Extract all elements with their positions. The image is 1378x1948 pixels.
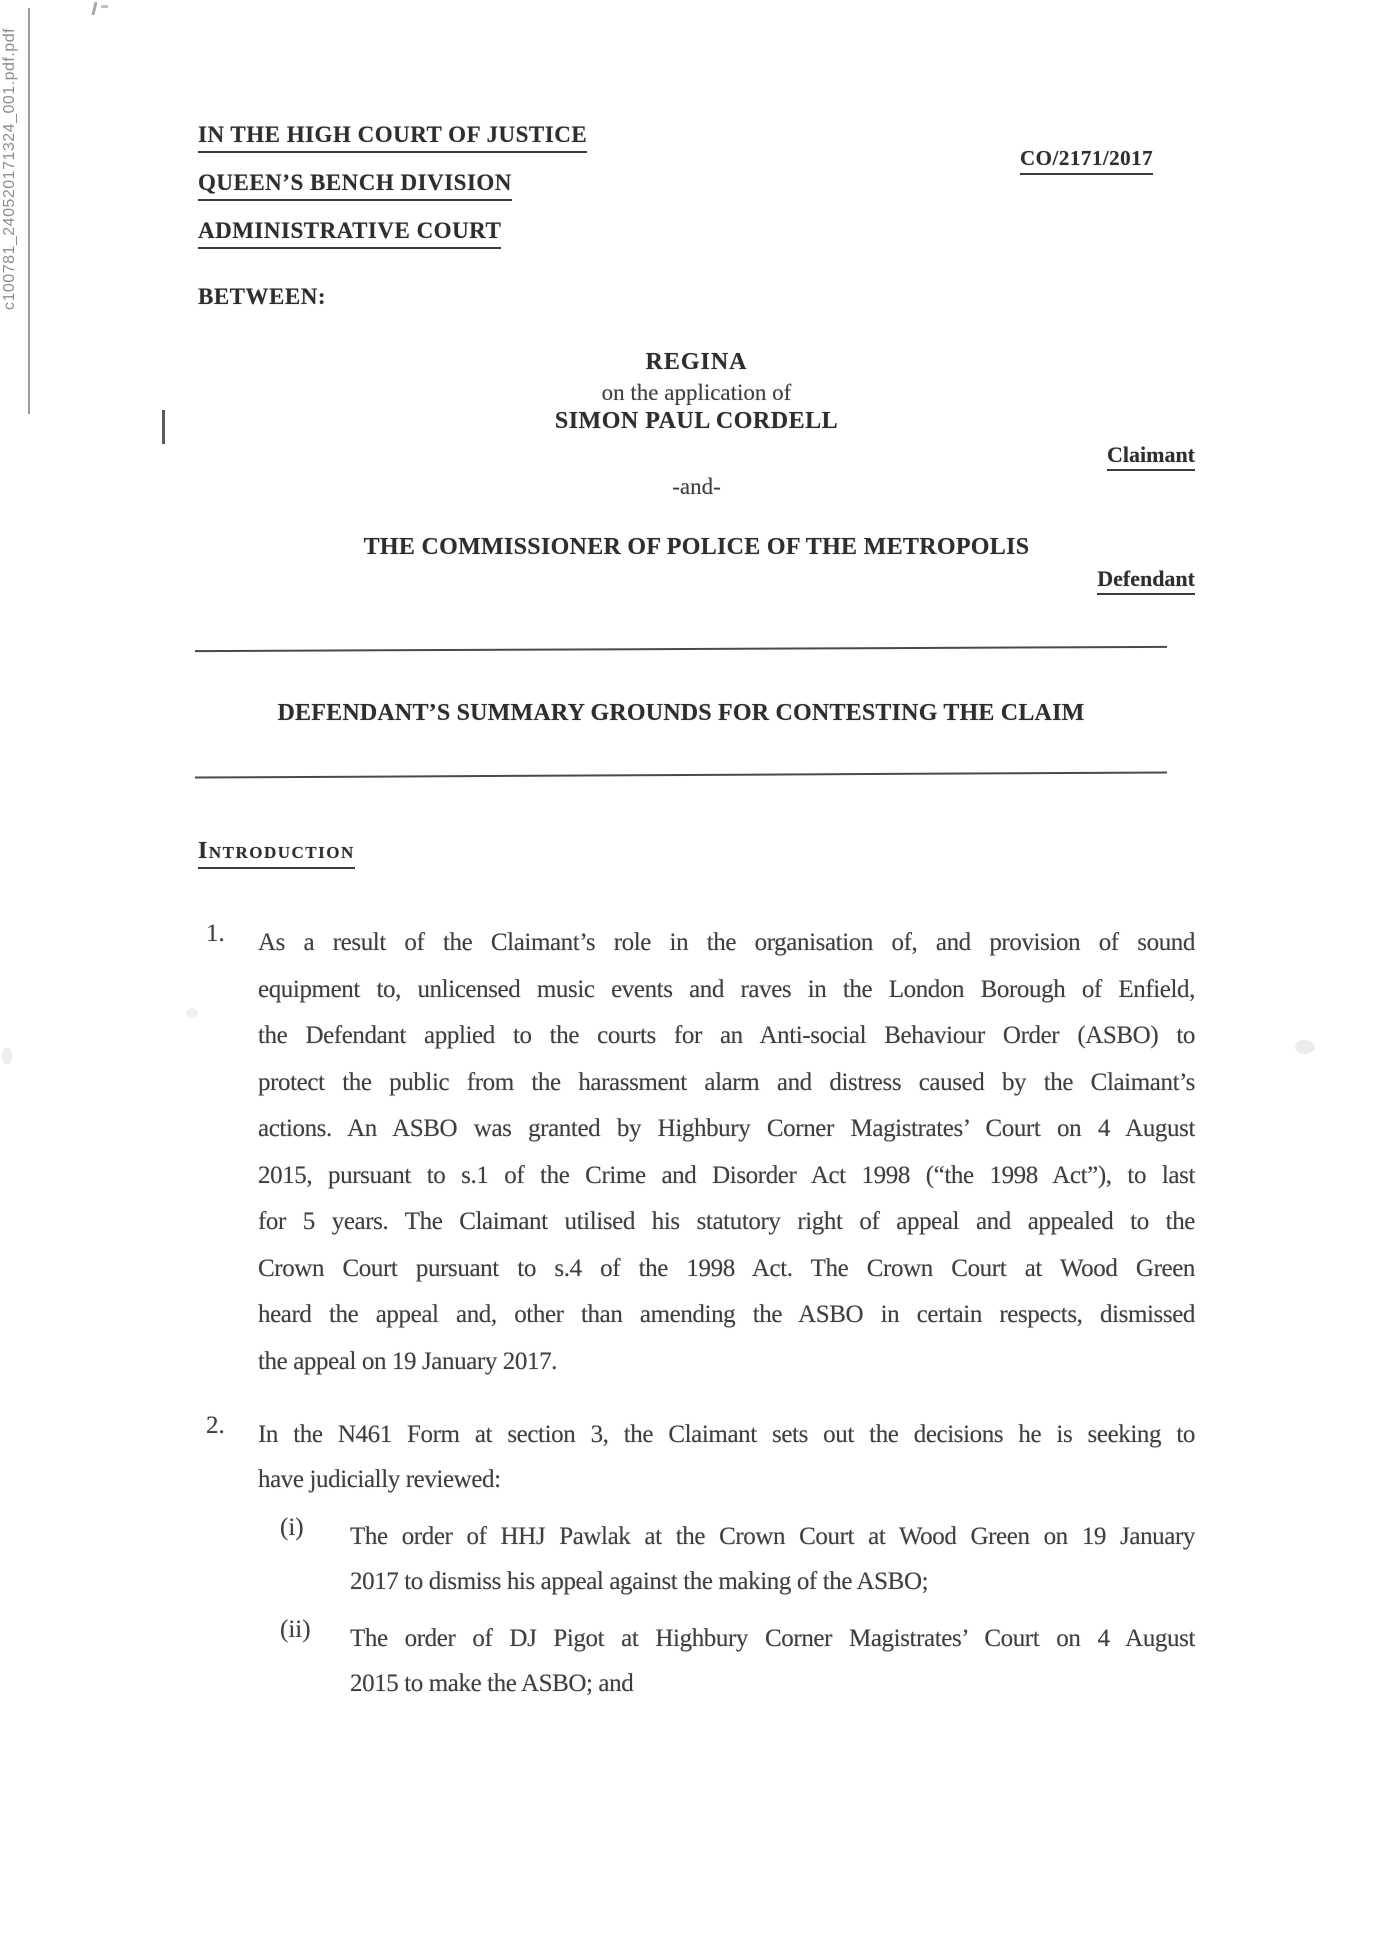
paragraph-line: In the N461 Form at section 3, the Claimant sets out the decisions he is seeking to	[258, 1421, 1195, 1448]
introduction-heading: Introduction	[198, 838, 355, 869]
list-item-line: 2015 to make the ASBO; and	[350, 1670, 634, 1697]
scan-smudge	[1295, 1040, 1315, 1054]
list-item-line: 2017 to dismiss his appeal against the making of the ASBO;	[350, 1568, 929, 1595]
scan-artifact-mark	[91, 2, 97, 15]
list-item-i	[350, 1514, 1195, 1604]
list-item-ii	[350, 1616, 1195, 1706]
paragraph-1	[258, 920, 1195, 1385]
paragraph-line: actions. An ASBO was granted by Highbury Corner Magistrates’ Court on 4 August	[258, 1115, 1195, 1142]
paragraph-line: equipment to, unlicensed music events and raves in the London Borough of Enfield,	[258, 975, 1195, 1003]
between-label: BETWEEN:	[198, 284, 326, 309]
and-separator: -and-	[672, 474, 721, 499]
paragraph-line: As a result of the Claimant’s role in the organisation of, and provision of sound	[258, 929, 1195, 956]
paragraph-line: for 5 years. The Claimant utilised his statutory right of appeal and appealed to the	[258, 1208, 1195, 1235]
list-marker-i: (i)	[280, 1514, 304, 1541]
paragraph-2	[258, 1412, 1195, 1502]
document-title: DEFENDANT’S SUMMARY GROUNDS FOR CONTESTING THE CLAIM	[277, 700, 1085, 726]
list-item-line: The order of DJ Pigot at Highbury Corner Magistrates’ Court on 4 August	[350, 1625, 1195, 1652]
court-header	[198, 122, 587, 266]
defendant-label: Defendant	[1097, 566, 1195, 595]
paragraph-line: 2015, pursuant to s.1 of the Crime and Disorder Act 1998 (“the 1998 Act”), to last	[258, 1161, 1195, 1189]
scan-smudge	[186, 1008, 198, 1018]
list-item-line: The order of HHJ Pawlak at the Crown Court at Wood Green on 19 January	[350, 1523, 1195, 1550]
defendant-name: THE COMMISSIONER OF POLICE OF THE METROPOLIS	[363, 534, 1030, 560]
paragraph-line: heard the appeal and, other than amending the ASBO in certain respects, dismissed	[258, 1301, 1195, 1328]
margin-tick-mark	[162, 410, 165, 444]
party-block	[198, 349, 1195, 609]
court-name-line-2: QUEEN’S BENCH DIVISION	[198, 170, 512, 201]
claimant-label: Claimant	[1107, 442, 1195, 471]
paragraph-line: the appeal on 19 January 2017.	[258, 1347, 558, 1375]
scan-artifact-mark	[101, 5, 108, 8]
scan-smudge	[2, 1048, 12, 1064]
paragraph-line: the Defendant applied to the courts for an Anti-social Behaviour Order (ASBO) to	[258, 1022, 1195, 1049]
list-marker-ii: (ii)	[280, 1616, 311, 1643]
claimant-name: SIMON PAUL CORDELL	[554, 408, 839, 434]
paragraph-line: have judicially reviewed:	[258, 1466, 501, 1493]
paragraph-1-number: 1.	[206, 920, 225, 947]
sidebar-filename: c100781_240520171324_001.pdf.pdf	[1, 27, 18, 310]
paragraph-line: protect the public from the harassment alarm and distress caused by the Claimant’s	[258, 1068, 1195, 1096]
paragraph-line: Crown Court pursuant to s.4 of the 1998 Act. The Crown Court at Wood Green	[258, 1254, 1195, 1282]
case-number-wrap	[1020, 146, 1153, 171]
regina-title: REGINA	[645, 349, 748, 375]
claimant-label-wrap	[198, 442, 1195, 468]
top-rule	[195, 646, 1167, 652]
case-number: CO/2171/2017	[1020, 146, 1153, 175]
scan-edge-line	[28, 8, 30, 414]
bottom-rule	[195, 771, 1167, 778]
defendant-label-wrap	[198, 566, 1195, 592]
court-name-line-1: IN THE HIGH COURT OF JUSTICE	[198, 122, 587, 153]
paragraph-2-number: 2.	[206, 1412, 225, 1439]
court-name-line-3: ADMINISTRATIVE COURT	[198, 218, 501, 249]
application-of-text: on the application of	[601, 380, 792, 405]
